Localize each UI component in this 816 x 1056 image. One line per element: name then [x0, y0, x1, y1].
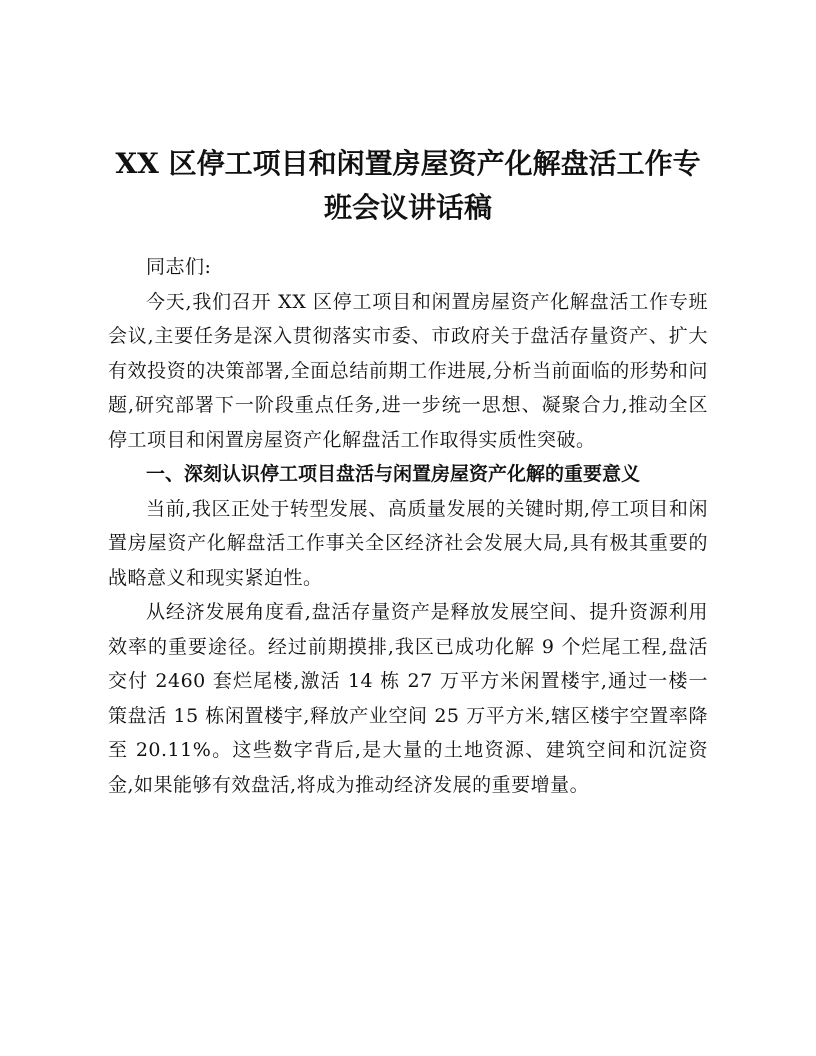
document-page [108, 142, 708, 802]
intro-paragraph: 今天,我们召开 XX 区停工项目和闲置房屋资产化解盘活工作专班会议,主要任务是深入贯彻落实市委、市政府关于盘活存量资产、扩大有效投资的决策部署,全面总结前期工作进展,分析当前面临的形势和问题,研究部署下一阶段重点任务,进一步统一思想、凝聚合力,推动全区停工项目和闲置房屋资产化解盘活工作取得实质性突破。 [108, 290, 708, 451]
section-heading: 一、深刻认识停工项目盘活与闲置房屋资产化解的重要意义 [146, 463, 641, 485]
section-paragraph: 当前,我区正处于转型发展、高质量发展的关键时期,停工项目和闲置房屋资产化解盘活工作事关全区经济社会发展大局,具有极其重要的战略意义和现实紧迫性。 [108, 497, 708, 589]
salutation: 同志们: [146, 256, 212, 278]
section-paragraph: 从经济发展角度看,盘活存量资产是释放发展空间、提升资源利用效率的重要途径。经过前期摸排,我区已成功化解 9 个烂尾工程,盘活交付 2460 套烂尾楼,激活 14 栋 27 万平方米闲置楼宇,通过一楼一策盘活 15 栋闲置楼宇,释放产业空间 25 万平方米,辖区楼宇空置率降至 20.11%。这些数字背后,是大量的土地资源、建筑空间和沉淀资金,如果能够有效盘活,将成为推动经济发展的重要增量。 [108, 601, 708, 796]
document-title: XX 区停工项目和闲置房屋资产化解盘活工作专班会议讲话稿 [115, 147, 701, 224]
